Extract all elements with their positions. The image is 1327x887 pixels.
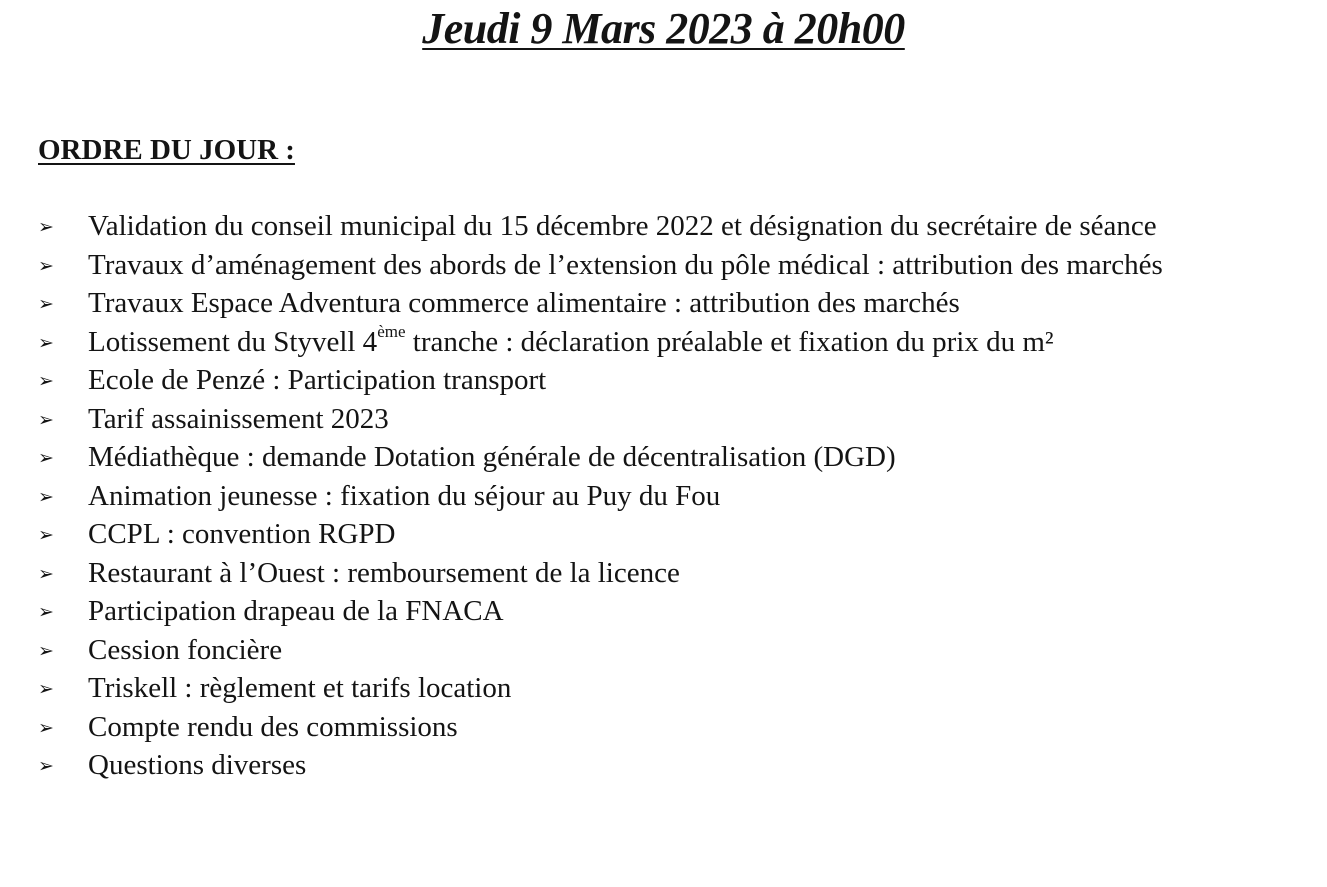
agenda-item-text: Travaux d’aménagement des abords de l’extension du pôle médical : attribution des marchés bbox=[88, 248, 1163, 281]
agenda-item-text-before: Lotissement du Styvell 4 bbox=[88, 325, 378, 358]
agenda-heading: ORDRE DU JOUR : bbox=[38, 134, 295, 166]
agenda-item bbox=[0, 631, 1327, 670]
agenda-item-text: CCPL : convention RGPD bbox=[88, 518, 396, 550]
agenda-item-text: Cession foncière bbox=[88, 633, 283, 666]
agenda-item bbox=[0, 746, 1327, 785]
agenda-list bbox=[0, 207, 1327, 785]
arrowhead-bullet-icon: ➢ bbox=[38, 370, 54, 392]
arrowhead-bullet-icon: ➢ bbox=[38, 562, 54, 585]
agenda-item-text: Médiathèque : demande Dotation générale de décentralisation (DGD) bbox=[88, 441, 896, 473]
arrowhead-bullet-icon: ➢ bbox=[38, 524, 54, 546]
arrowhead-bullet-icon: ➢ bbox=[38, 254, 54, 277]
agenda-item bbox=[0, 246, 1327, 285]
agenda-item bbox=[0, 515, 1327, 554]
agenda-item-text: Animation jeunesse : fixation du séjour au Puy du Fou bbox=[88, 479, 721, 512]
agenda-item-superscript: ème bbox=[377, 321, 406, 341]
agenda-item bbox=[0, 284, 1327, 323]
agenda-item-text: Compte rendu des commissions bbox=[88, 710, 458, 743]
agenda-item bbox=[0, 361, 1327, 400]
agenda-item bbox=[0, 708, 1327, 747]
arrowhead-bullet-icon: ➢ bbox=[38, 447, 54, 469]
arrowhead-bullet-icon: ➢ bbox=[38, 408, 54, 431]
arrowhead-bullet-icon: ➢ bbox=[38, 293, 54, 315]
arrowhead-bullet-icon: ➢ bbox=[38, 678, 54, 700]
agenda-item bbox=[0, 323, 1327, 362]
agenda-item-text: Tarif assainissement 2023 bbox=[88, 402, 389, 435]
agenda-item-text-after: tranche : déclaration préalable et fixation du prix du m² bbox=[405, 325, 1054, 358]
agenda-item bbox=[0, 477, 1327, 516]
agenda-item-text: Restaurant à l’Ouest : remboursement de la licence bbox=[88, 556, 680, 589]
agenda-item bbox=[0, 207, 1327, 246]
meeting-date-text: Jeudi 9 Mars 2023 à 20h00 bbox=[422, 4, 905, 53]
arrowhead-bullet-icon: ➢ bbox=[38, 485, 54, 508]
arrowhead-bullet-icon: ➢ bbox=[38, 716, 54, 739]
agenda-item bbox=[0, 400, 1327, 439]
arrowhead-bullet-icon: ➢ bbox=[38, 331, 54, 354]
meeting-date-title bbox=[0, 2, 1327, 56]
agenda-item bbox=[0, 669, 1327, 708]
arrowhead-bullet-icon: ➢ bbox=[38, 639, 54, 662]
agenda-item bbox=[0, 438, 1327, 477]
agenda-item-text: Questions diverses bbox=[88, 749, 307, 781]
agenda-item-text: Triskell : règlement et tarifs location bbox=[88, 672, 512, 704]
agenda-item bbox=[0, 592, 1327, 631]
agenda-item-text: Ecole de Penzé : Participation transport bbox=[88, 364, 547, 396]
arrowhead-bullet-icon: ➢ bbox=[38, 216, 54, 238]
arrowhead-bullet-icon: ➢ bbox=[38, 755, 54, 777]
agenda-item-text: Participation drapeau de la FNACA bbox=[88, 595, 504, 627]
agenda-item bbox=[0, 554, 1327, 593]
agenda-item-text: Travaux Espace Adventura commerce alimentaire : attribution des marchés bbox=[88, 287, 960, 319]
arrowhead-bullet-icon: ➢ bbox=[38, 601, 54, 623]
agenda-item-text: Validation du conseil municipal du 15 décembre 2022 et désignation du secrétaire de séance bbox=[88, 210, 1157, 242]
